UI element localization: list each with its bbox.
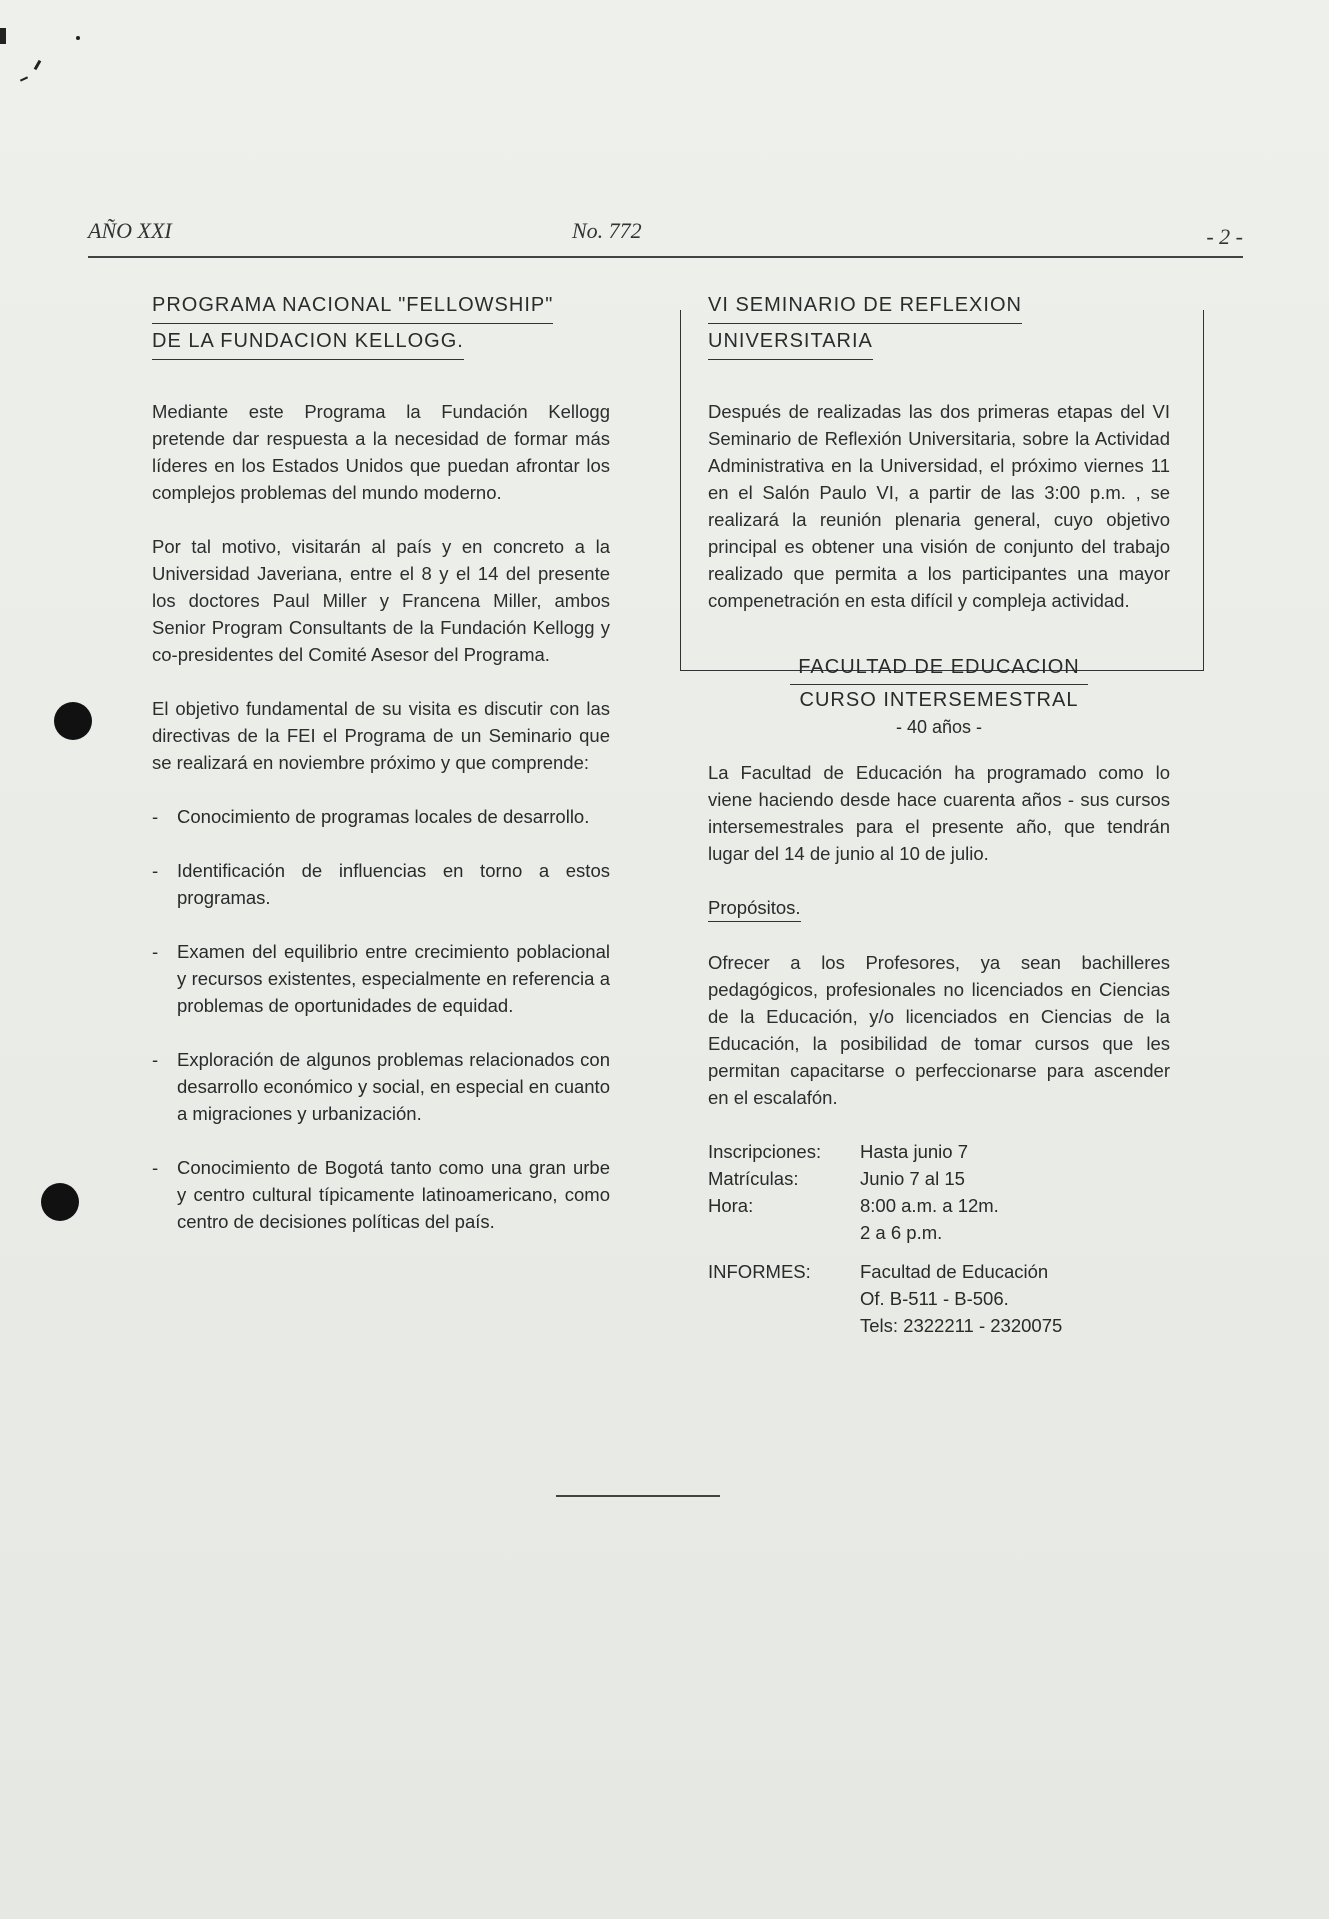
- contact-value: Facultad de Educación: [860, 1261, 1049, 1282]
- list-item-text: Examen del equilibrio entre crecimiento poblacional y recursos existentes, especialmente en referencia a problemas de oportunidades de equidad.: [177, 941, 610, 1016]
- schedule-row: [708, 1138, 1170, 1165]
- purposes-body: Ofrecer a los Profesores, ya sean bachilleres pedagógicos, profesionales no licenciados en Ciencias de la Educación, y/o licenciados en Ciencias de la Educación, la posibilidad de tomar cursos que les permitan capacitarse o perfeccionarse para ascender en el escalafón.: [708, 952, 1170, 1108]
- contact-label: [708, 1312, 860, 1339]
- seminar-title-line1: VI SEMINARIO DE REFLEXION: [708, 288, 1022, 324]
- schedule-value: 8:00 a.m. a 12m.: [860, 1195, 999, 1216]
- punch-hole: [54, 702, 92, 740]
- edge-mark: [0, 28, 6, 44]
- list-item-text: Exploración de algunos problemas relacionados con desarrollo económico y social, en especial en cuanto a migraciones y urbanización.: [177, 1049, 610, 1124]
- contact-label: [708, 1285, 860, 1312]
- kellogg-paragraph-2: Por tal motivo, visitarán al país y en concreto a la Universidad Javeriana, entre el 8 y el 14 del presente los doctores Paul Miller y Francena Miller, ambos Senior Program Consultants de la Fundación Kellogg y co-presidentes del Comité Asesor del Programa.: [152, 536, 610, 665]
- schedule-label: Inscripciones:: [708, 1141, 822, 1162]
- seminar-title-line2: UNIVERSITARIA: [708, 324, 873, 360]
- kellogg-title-line1: PROGRAMA NACIONAL "FELLOWSHIP": [152, 288, 553, 324]
- faculty-subtitle: CURSO INTERSEMESTRAL: [799, 689, 1079, 711]
- page-header: [88, 210, 1243, 260]
- schedule-table: [708, 1138, 1170, 1246]
- list-item: [152, 803, 610, 830]
- list-item: [152, 1046, 610, 1127]
- seminar-title: [708, 288, 1170, 360]
- header-year: AÑO XXI: [88, 218, 172, 243]
- seminar-body: Después de realizadas las dos primeras etapas del VI Seminario de Reflexión Universitaria, sobre la Actividad Administrativa en la Universidad, el próximo viernes 11 en el Salón Paulo VI, a partir de las 3:00 p.m. , se realizará la reunión plenaria general, cuyo objetivo principal es obtener una visión de conjunto del trabajo realizado que permita a los participantes una mayor compenetración en esta difícil y compleja actividad.: [708, 401, 1170, 611]
- list-dash: -: [152, 860, 159, 881]
- schedule-row: [708, 1165, 1170, 1192]
- schedule-value: Junio 7 al 15: [860, 1168, 965, 1189]
- list-item-text: Conocimiento de Bogotá tanto como una gran urbe y centro cultural típicamente latinoamericano, como centro de decisiones políticas del país.: [177, 1157, 610, 1232]
- punch-hole: [41, 1183, 79, 1221]
- schedule-label: Matrículas:: [708, 1168, 799, 1189]
- list-item: [152, 938, 610, 1019]
- kellogg-paragraph-1: Mediante este Programa la Fundación Kellogg pretende dar respuesta a la necesidad de formar más líderes en los Estados Unidos que puedan afrontar los complejos problemas del mundo moderno.: [152, 401, 610, 503]
- faculty-intro: La Facultad de Educación ha programado como lo viene haciendo desde hace cuarenta años - sus cursos intersemestrales para el presente año, que tendrán lugar del 14 de junio al 10 de julio.: [708, 762, 1170, 864]
- contact-row: [708, 1312, 1170, 1339]
- list-dash: -: [152, 806, 159, 827]
- contact-value: Of. B-511 - B-506.: [860, 1288, 1009, 1309]
- schedule-label: [708, 1219, 860, 1246]
- kellogg-paragraph-3: El objetivo fundamental de su visita es discutir con las directivas de la FEI el Programa de un Seminario que se realizará en noviembre próximo y que comprende:: [152, 698, 610, 773]
- list-dash: -: [152, 1157, 159, 1178]
- list-item: [152, 857, 610, 911]
- header-rule: [88, 256, 1243, 258]
- contact-row: [708, 1258, 1170, 1285]
- schedule-value: 2 a 6 p.m.: [860, 1222, 943, 1243]
- contact-table: [708, 1258, 1170, 1339]
- purposes-heading: Propósitos.: [708, 894, 801, 922]
- list-dash: -: [152, 941, 159, 962]
- contact-row: [708, 1285, 1170, 1312]
- header-issue: No. 772: [572, 218, 642, 243]
- schedule-row: [708, 1219, 1170, 1246]
- list-item-text: Conocimiento de programas locales de desarrollo.: [177, 806, 590, 827]
- contact-value: Tels: 2322211 - 2320075: [860, 1315, 1063, 1336]
- faculty-years: - 40 años -: [895, 717, 983, 737]
- list-item: [152, 1154, 610, 1235]
- end-rule: [556, 1495, 720, 1497]
- right-column: [708, 288, 1170, 1339]
- contact-label: INFORMES:: [708, 1261, 811, 1282]
- kellogg-title-line2: DE LA FUNDACION KELLOGG.: [152, 324, 464, 360]
- edge-mark: [76, 36, 80, 40]
- schedule-value: Hasta junio 7: [860, 1141, 968, 1162]
- left-column: [152, 288, 610, 1235]
- list-dash: -: [152, 1049, 159, 1070]
- schedule-row: [708, 1192, 1170, 1219]
- kellogg-title: [152, 288, 610, 360]
- header-page-number: - 2 -: [1206, 224, 1243, 249]
- faculty-title: FACULTAD DE EDUCACION: [790, 652, 1087, 685]
- schedule-label: Hora:: [708, 1195, 754, 1216]
- list-item-text: Identificación de influencias en torno a estos programas.: [177, 860, 610, 908]
- faculty-header: [708, 652, 1170, 739]
